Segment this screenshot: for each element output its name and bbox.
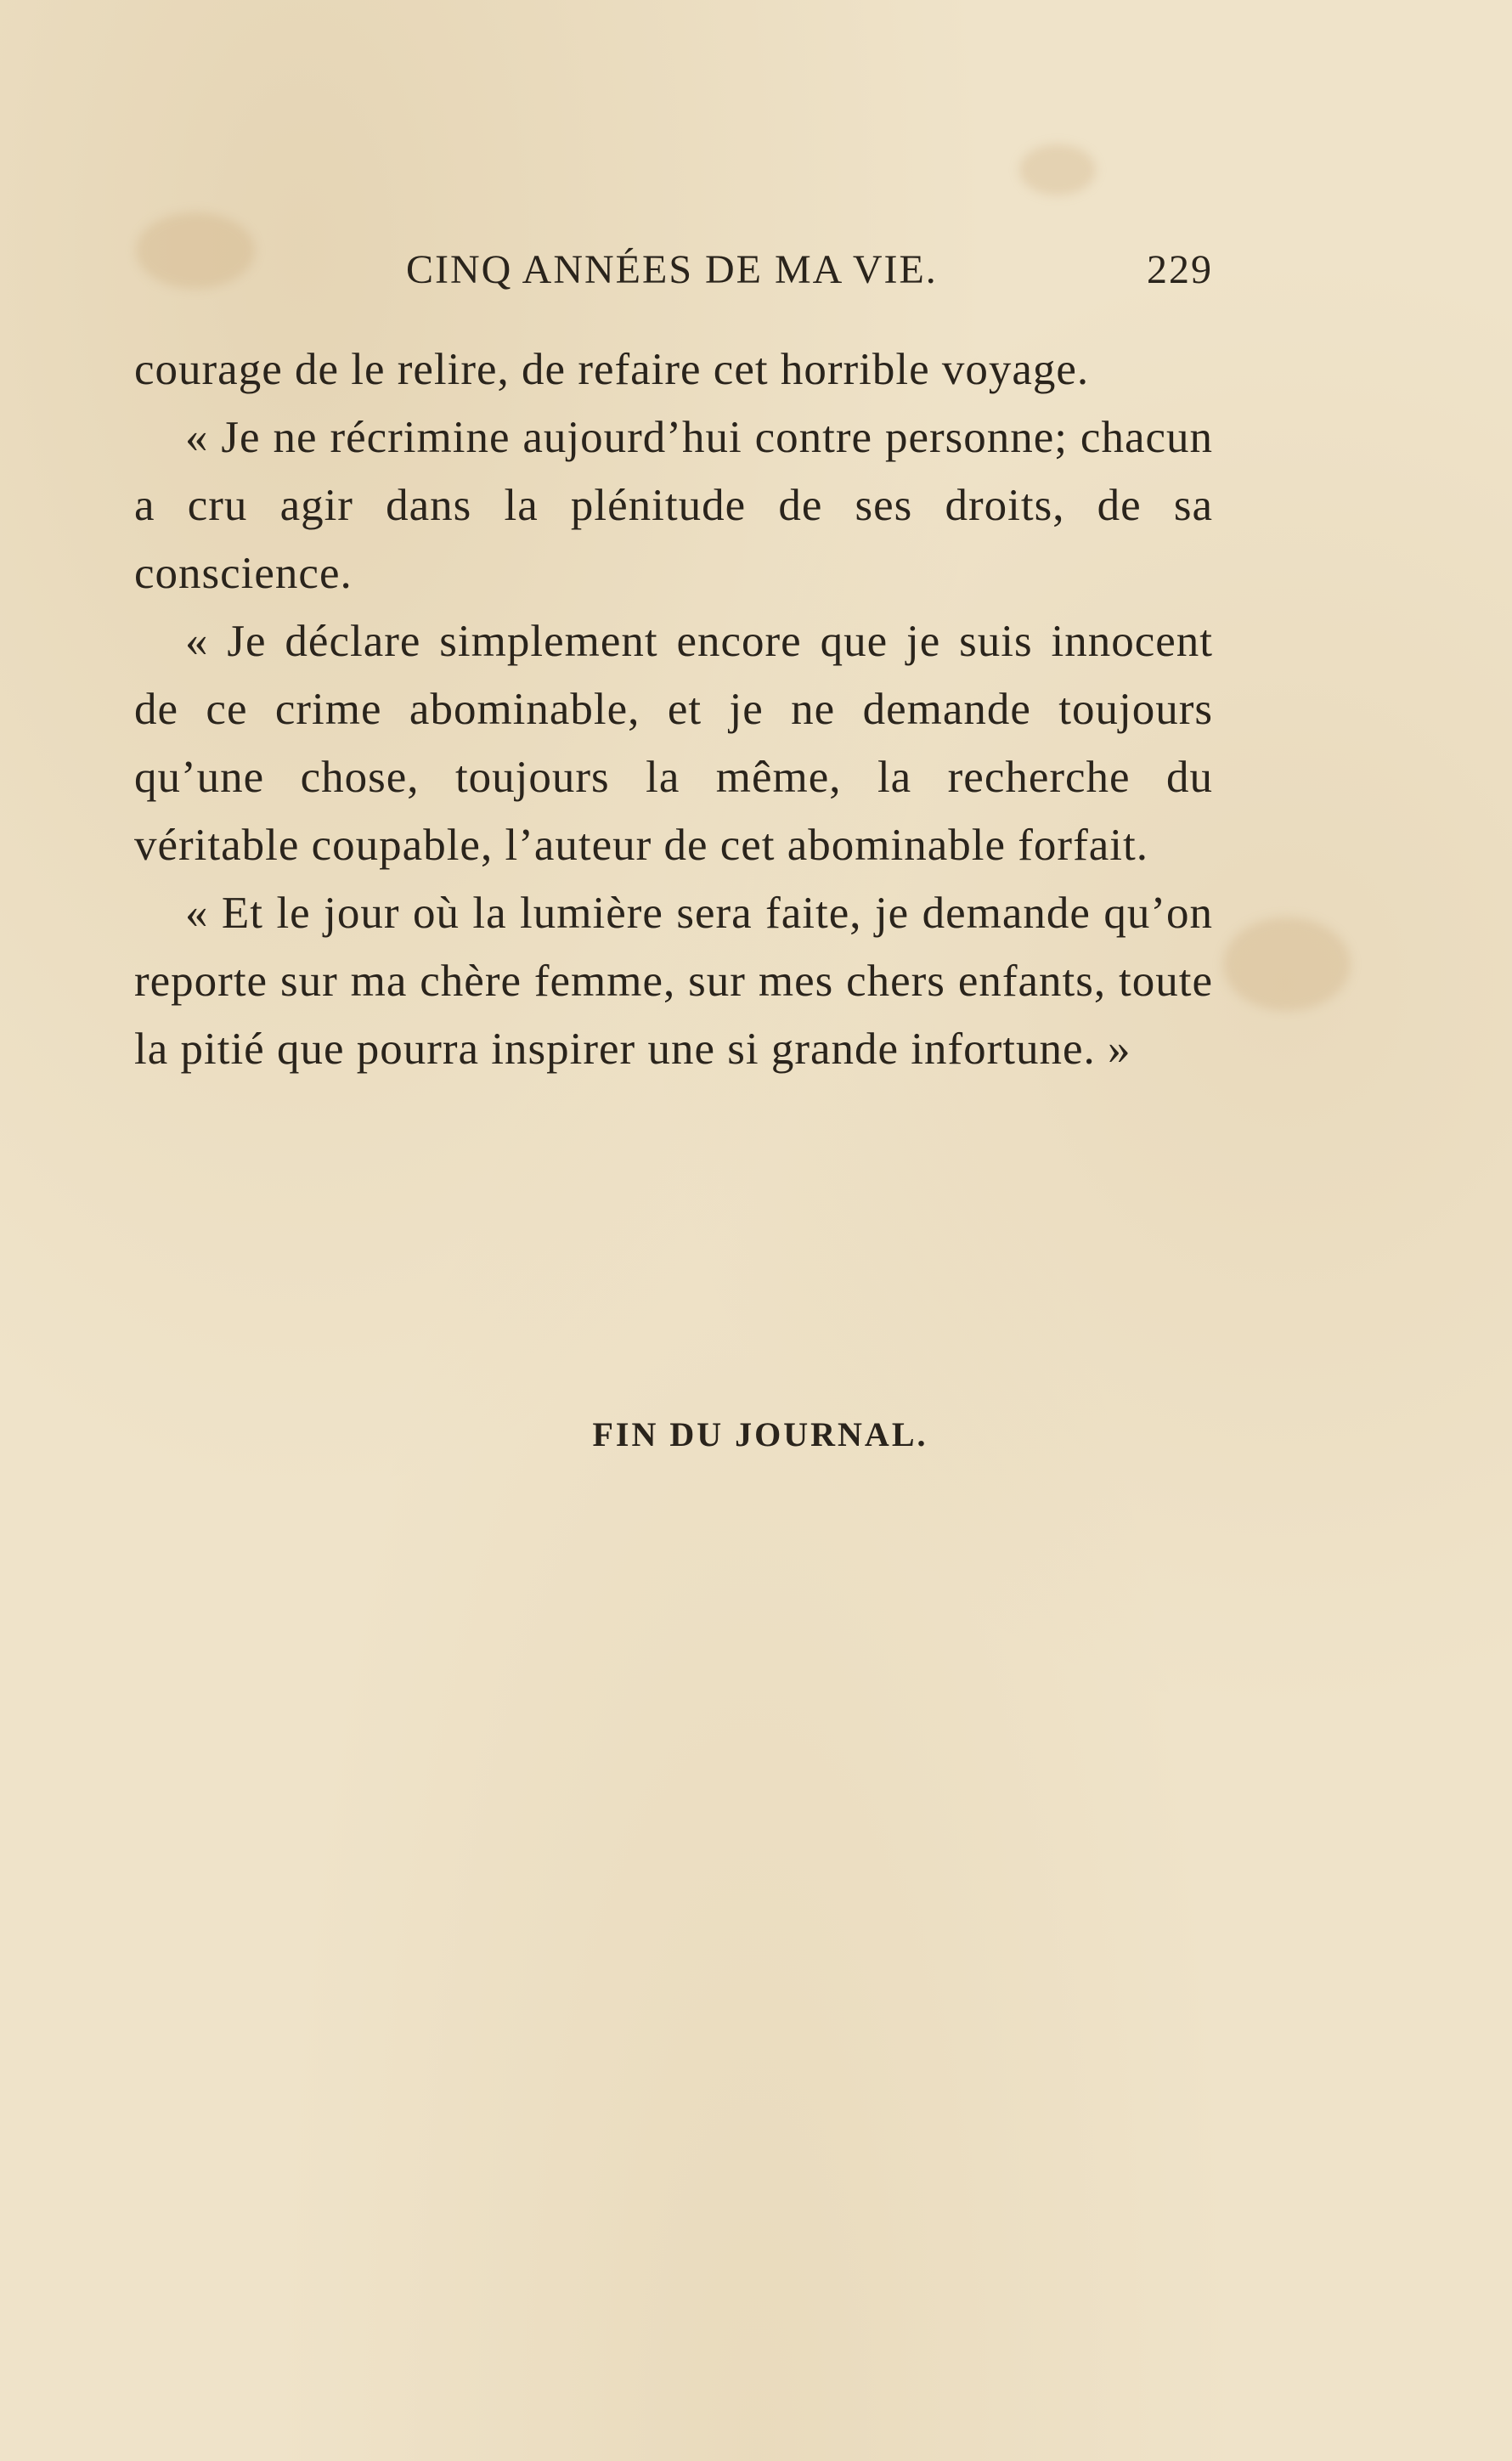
end-mark: FIN DU JOURNAL.	[592, 1415, 928, 1453]
paragraph: « Je déclare simplement encore que je suis innocent de ce crime abominable, et je ne demande toujours qu’une chose, toujours la même, la recherche du véritable coupable, l’auteur de cet abominable forfait.	[134, 617, 1213, 870]
paper-stain	[1019, 144, 1096, 195]
running-head	[134, 246, 1213, 297]
paragraph: « Je ne récrimine aujourd’hui contre personne; chacun a cru agir dans la plénitude de ses droits, de sa conscience.	[134, 413, 1213, 598]
paragraph: courage de le relire, de refaire cet horrible voyage.	[134, 345, 1090, 394]
paragraph: « Et le jour où la lumière sera faite, je demande qu’on reporte sur ma chère femme, sur mes chers enfants, toute la pitié que pourra inspirer une si grande infortune. »	[134, 889, 1213, 1074]
page-number: 229	[1147, 247, 1213, 292]
body-text	[134, 336, 1213, 1083]
running-title: CINQ ANNÉES DE MA VIE.	[406, 247, 938, 292]
paper-stain	[1223, 917, 1351, 1011]
